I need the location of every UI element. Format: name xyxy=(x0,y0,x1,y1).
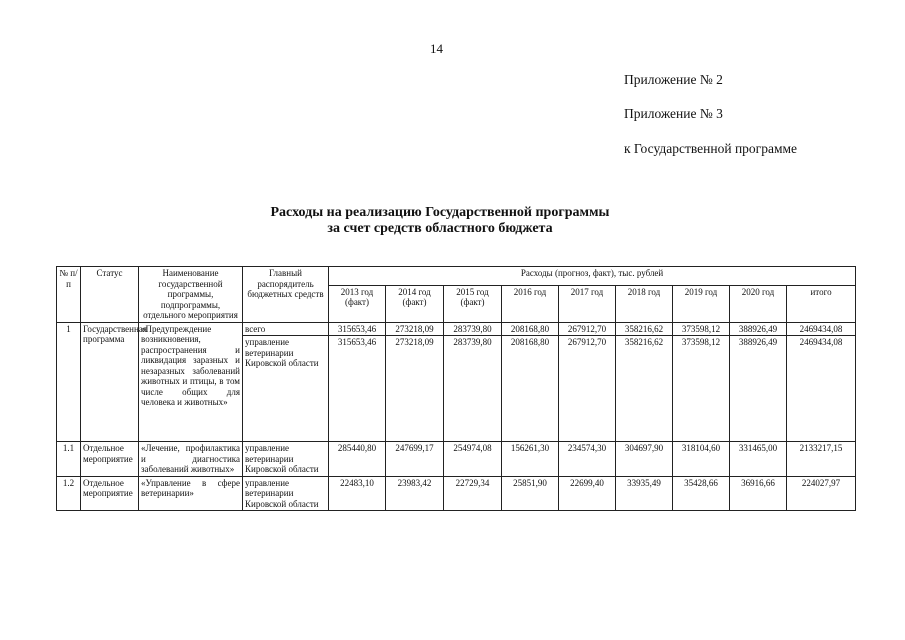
value-cell: 283739,80 xyxy=(444,336,502,442)
value-cell: 25851,90 xyxy=(502,476,559,511)
row-name: «Управление в сфере ветеринарии» xyxy=(139,476,243,511)
value-cell: 315653,46 xyxy=(329,336,386,442)
total-cell: 224027,97 xyxy=(787,476,856,511)
total-cell: 2469434,08 xyxy=(787,322,856,336)
value-cell: 373598,12 xyxy=(673,322,730,336)
value-cell: 208168,80 xyxy=(502,336,559,442)
table-row xyxy=(57,476,856,511)
value-cell: 373598,12 xyxy=(673,336,730,442)
header-year: 2015 год (факт) xyxy=(444,285,502,322)
document-title-line-2: за счет средств областного бюджета xyxy=(327,221,553,236)
header-year: 2016 год xyxy=(502,285,559,322)
value-cell: 22729,34 xyxy=(444,476,502,511)
value-cell: 35428,66 xyxy=(673,476,730,511)
value-cell: 22483,10 xyxy=(329,476,386,511)
appendix-line-1: Приложение № 2 xyxy=(624,72,723,87)
header-total: итого xyxy=(787,285,856,322)
row-name: «Предупреждение возникновения, распространения и ликвидация заразных и незаразных заболеваний животных и птицы, в том числе общих для человека и животных» xyxy=(139,322,243,442)
row-manager: управление ветеринарии Кировской области xyxy=(243,336,329,442)
appendix-line-2: Приложение № 3 xyxy=(624,106,723,121)
row-manager: управление ветеринарии Кировской области xyxy=(243,442,329,477)
value-cell: 267912,70 xyxy=(559,336,616,442)
value-cell: 22699,40 xyxy=(559,476,616,511)
row-num: 1 xyxy=(57,322,81,442)
row-manager: всего xyxy=(243,322,329,336)
header-expenses: Расходы (прогноз, факт), тыс. рублей xyxy=(329,267,856,286)
table-row xyxy=(57,322,856,336)
header-manager: Главный распорядитель бюджетных средств xyxy=(243,267,329,323)
row-num: 1.2 xyxy=(57,476,81,511)
value-cell: 23983,42 xyxy=(386,476,444,511)
value-cell: 254974,08 xyxy=(444,442,502,477)
value-cell: 388926,49 xyxy=(730,322,787,336)
header-num: № п/п xyxy=(57,267,81,323)
value-cell: 36916,66 xyxy=(730,476,787,511)
value-cell: 156261,30 xyxy=(502,442,559,477)
value-cell: 273218,09 xyxy=(386,322,444,336)
header-status: Статус xyxy=(81,267,139,323)
value-cell: 318104,60 xyxy=(673,442,730,477)
header-year: 2013 год (факт) xyxy=(329,285,386,322)
header-year: 2019 год xyxy=(673,285,730,322)
total-cell: 2469434,08 xyxy=(787,336,856,442)
value-cell: 283739,80 xyxy=(444,322,502,336)
row-manager: управление ветеринарии Кировской области xyxy=(243,476,329,511)
document-title-line-1: Расходы на реализацию Государственной программы xyxy=(270,205,610,220)
value-cell: 234574,30 xyxy=(559,442,616,477)
expenses-table xyxy=(56,266,856,511)
value-cell: 331465,00 xyxy=(730,442,787,477)
value-cell: 208168,80 xyxy=(502,322,559,336)
value-cell: 315653,46 xyxy=(329,322,386,336)
value-cell: 358216,62 xyxy=(616,336,673,442)
value-cell: 358216,62 xyxy=(616,322,673,336)
total-cell: 2133217,15 xyxy=(787,442,856,477)
page-number: 14 xyxy=(430,41,443,56)
row-num: 1.1 xyxy=(57,442,81,477)
value-cell: 247699,17 xyxy=(386,442,444,477)
header-name: Наименование государственной программы, подпрограммы, отдельного мероприятия xyxy=(139,267,243,323)
value-cell: 33935,49 xyxy=(616,476,673,511)
value-cell: 273218,09 xyxy=(386,336,444,442)
header-year: 2014 год (факт) xyxy=(386,285,444,322)
header-row xyxy=(57,267,856,286)
row-status: Отдельное мероприятие xyxy=(81,476,139,511)
table-row xyxy=(57,442,856,477)
appendix-line-3: к Государственной программе xyxy=(624,141,798,156)
row-status: Отдельное мероприятие xyxy=(81,442,139,477)
value-cell: 304697,90 xyxy=(616,442,673,477)
value-cell: 285440,80 xyxy=(329,442,386,477)
header-year: 2018 год xyxy=(616,285,673,322)
header-year: 2020 год xyxy=(730,285,787,322)
value-cell: 388926,49 xyxy=(730,336,787,442)
row-status: Государственная программа xyxy=(81,322,139,442)
row-name: «Лечение, профилактика и диагностика заболеваний животных» xyxy=(139,442,243,477)
header-year: 2017 год xyxy=(559,285,616,322)
value-cell: 267912,70 xyxy=(559,322,616,336)
